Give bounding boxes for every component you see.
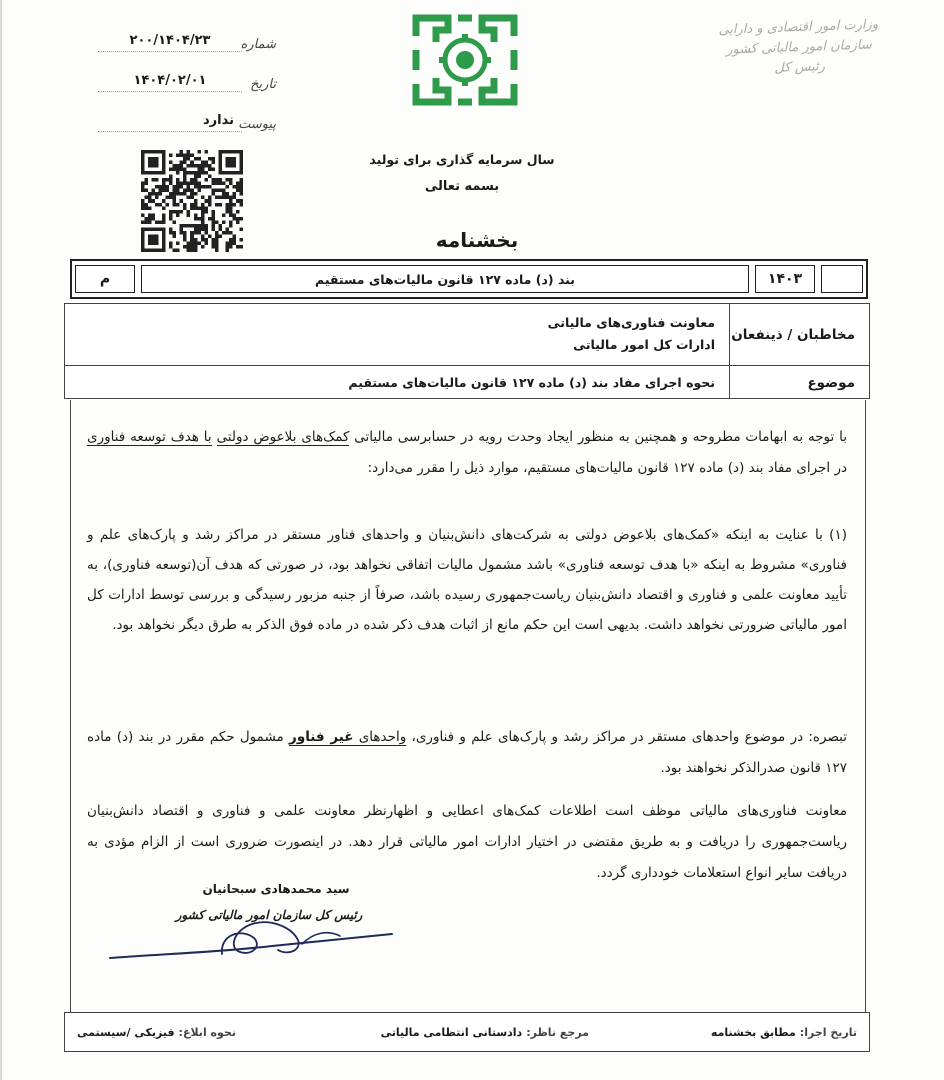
date-label: تاریخ [250,77,276,92]
clause-1-paragraph: (۱) با عنایت به اینکه «کمک‌های بلاعوض دولتی به شرکت‌های دانش‌بنیان و واحدهای فناور مستقر در مراکز رشد و پارک‌های علم و فناوری» مشروط به اینکه «با هدف توسعه فناوری» باشد مشمول مالیات اتفاقی نخواهد بود، در صورتی که هدف آن(توسعه فناوری)، به تأیید معاونت علمی و فناوری و اقتصاد دانش‌بنیان ریاست‌جمهوری رسیده باشد، صرفاً از جنبه مزبور رسیدگی و بررسی توسط ادارات کل امور مالیاتی ضرورتی نخواهد داشت. بدیهی است این حکم مانع از اثبات هدف ذکر شده در ماده فوق الذکر به طرق دیگر نخواهد بود. [87,527,847,633]
signature-block [88,878,388,968]
addressees-value [65,304,729,365]
intro-text-1: با توجه به ابهامات مطروحه و همچنین به منظور ایجاد وحدت رویه در حسابرسی مالیاتی [349,429,848,445]
notification-method [65,1013,333,1051]
intro-underlined-grants: کمک‌های بلاعوض دولتی [216,429,350,445]
number-value: ۲۰۰/۱۴۰۴/۲۳ [98,33,242,52]
organization-name: سازمان امور مالیاتی کشور [725,37,872,58]
execution-date-value: مطابق بخشنامه [710,1025,796,1039]
reference-blank-cell [821,265,863,293]
head-title: رئیس کل [774,59,826,76]
reference-code: م [75,265,135,293]
execution-date-label: تاریخ اجرا: [799,1025,857,1039]
header-lines [342,152,582,194]
bismillah: بسمه تعالی [424,179,500,194]
addressees-label: مخاطبان / ذینفعان [729,304,869,365]
subject-label: موضوع [729,366,869,399]
note-text-1: تبصره: در موضوع واحدهای مستقر در مراکز رشد و پارک‌های علم و فناوری، [406,729,847,745]
tax-organization-logo [410,12,520,108]
supervisor-value: دادستانی انتظامی مالیاتی [380,1025,523,1039]
supervising-authority [333,1013,601,1051]
qr-code-icon [134,150,250,252]
date-value: ۱۴۰۴/۰۲/۰۱ [98,73,242,92]
signatory-name: سید محمدهادی سبحانیان [202,882,350,896]
document-type-title: بخشنامه [435,228,519,252]
footer-bar [64,1012,870,1052]
ministry-header [693,14,905,81]
reference-bar [70,259,868,299]
note-underlined-non-tech: غیر فناور [289,729,354,745]
execution-date [601,1013,869,1051]
attachment-row [94,104,276,132]
notify-value: فیزیکی /سیستمی [77,1025,175,1039]
attachment-label: پیوست [238,117,276,132]
addressees-row [65,304,869,366]
note-underlined-units: واحدهای [353,729,407,745]
number-row [94,24,276,52]
subject-value: نحوه اجرای مفاد بند (د) ماده ۱۲۷ قانون مالیات‌های مستقیم [348,375,715,390]
addressee-1: معاونت فناوری‌های مالیاتی [547,315,715,330]
subject-row [65,366,869,399]
note-paragraph [87,722,847,784]
supervisor-label: مرجع ناظر: [526,1025,589,1039]
note-text-2: مشمول حکم مقرر در بند (د) ماده ۱۲۷ قانون صدرالذکر نخواهند بود. [87,729,847,776]
ministry-name: وزارت امور اقتصادی و دارایی [718,17,879,38]
closing-paragraph: معاونت فناوری‌های مالیاتی موظف است اطلاعات کمک‌های اعطایی و اظهارنظر معاونت علمی و فناوری و اقتصاد دانش‌بنیان ریاست‌جمهوری را دریافت و به طریق مقتضی در اختیار ادارات امور مالیاتی قرار دهد. در اینصورت ضروری است از الزام مؤدی به دریافت سایر انواع استعلامات خودداری گردد. [87,803,847,881]
date-row [94,64,276,92]
intro-underlined-purpose: با هدف توسعه فناوری [87,429,212,445]
notify-label: نحوه ابلاغ: [178,1025,236,1039]
addressee-table [64,303,870,399]
handwritten-signature-icon [102,894,402,966]
addressee-2: ادارات کل امور مالیاتی [573,337,715,352]
number-label: شماره [240,37,276,52]
year-slogan: سال سرمایه گذاری برای تولید [369,152,555,167]
intro-text-2: در اجرای مفاد بند (د) ماده ۱۲۷ قانون مالیات‌های مستقیم، موارد ذیل را مقرر می‌دارد: [367,460,847,476]
attachment-value: ندارد [98,113,242,132]
reference-subject: بند (د) ماده ۱۲۷ قانون مالیات‌های مستقیم [141,265,749,293]
intro-paragraph [87,422,847,484]
signatory-title: رئیس کل سازمان امور مالیاتی کشور [175,908,363,922]
document-meta [94,24,276,144]
reference-year: ۱۴۰۳ [755,265,815,293]
